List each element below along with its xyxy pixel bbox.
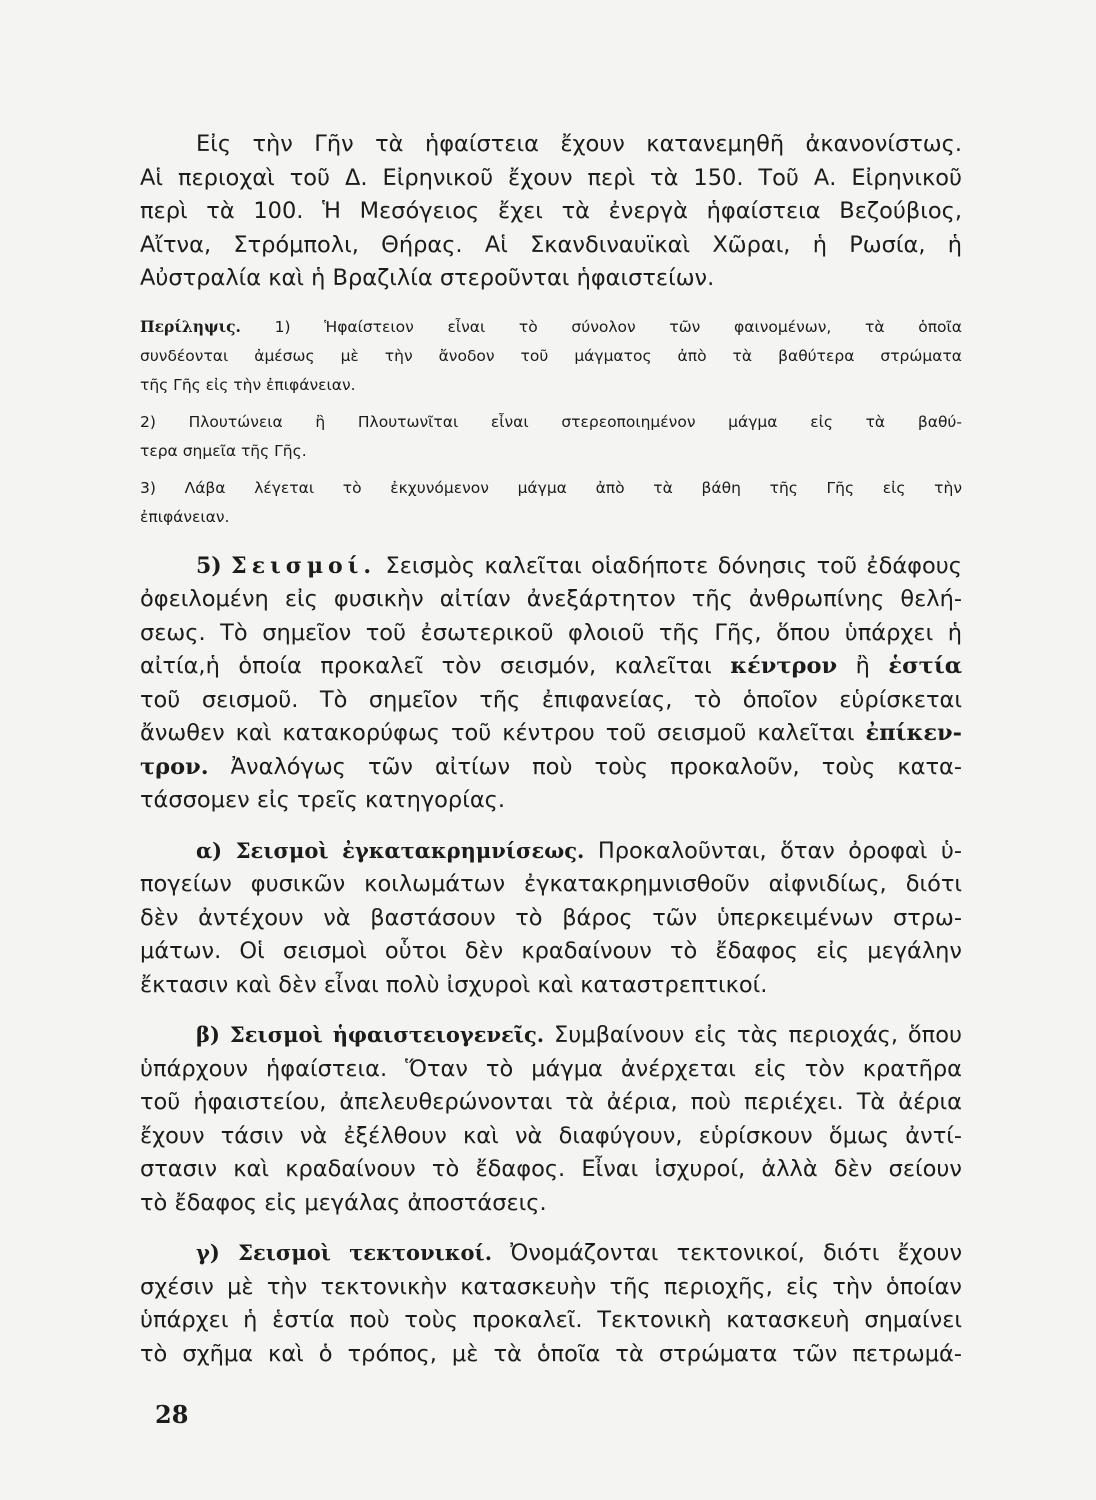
text-line: τοῦ ἡφαιστείου, ἀπελευθερώνονται τὰ ἀέρια, ποὺ περιέχει. Τὰ ἀέρια [140, 1089, 962, 1115]
text-line: σχέσιν μὲ τὴν τεκτονικὴν κατασκευὴν τῆς περιοχῆς, εἰς τὴν ὁποίαν [140, 1273, 962, 1300]
text-line: ἐπιφάνειαν. [140, 507, 230, 526]
paragraph-volcano-distribution [140, 128, 962, 296]
term-epikentron-end: τρον. [140, 753, 209, 780]
text-line: συνδέονται ἀμέσως μὲ τὴν ἄνοδον τοῦ μάγματος ἀπὸ τὰ βαθύτερα στρώματα [140, 346, 962, 365]
text-line: τοῦ σεισμοῦ. Τὸ σημεῖον τῆς ἐπιφανείας, τὸ ὁποῖον εὑρίσκεται [140, 686, 962, 713]
text-line: τὸ σχῆμα καὶ ὁ τρόπος, μὲ τὰ ὁποῖα τὰ στρώματα τῶν πετρωμά- [140, 1340, 962, 1367]
text-line: περὶ τὰ 100. Ἡ Μεσόγειος ἔχει τὰ ἐνεργὰ ἡφαίστεια Βεζούβιος, [140, 198, 962, 224]
text-line: ἔχουν τάσιν νὰ ἐξέλθουν καὶ νὰ διαφύγουν, εὑρίσκουν ὅμως ἀντί- [140, 1122, 962, 1149]
subsection-c-heading: γ) Σεισμοὶ τεκτονικοί. [196, 1240, 493, 1265]
text-line: τερα σημεῖα τῆς Γῆς. [140, 441, 307, 460]
subsection-a-heading: α) Σεισμοὶ ἐγκατακρημνίσεως. [196, 837, 585, 863]
term-epikentron: ἐπίκεν- [865, 720, 962, 746]
summary-item-3 [140, 474, 962, 532]
text-line: Ἀναλόγως τῶν αἰτίων ποὺ τοὺς προκαλοῦν, τοὺς κατα- [230, 753, 962, 780]
text-line: ἔκτασιν καὶ δὲν εἶναι πολὺ ἰσχυροὶ καὶ καταστρεπτικοί. [140, 971, 768, 998]
summary-item-2 [140, 408, 962, 466]
text-line: Αἴτνα, Στρόμπολι, Θήρας. Αἱ Σκανδιναυϊκαὶ Χῶραι, ἡ Ρωσία, ἡ [140, 231, 962, 258]
text-line: μάτων. Οἱ σεισμοὶ οὗτοι δὲν κραδαίνουν τὸ ἔδαφος εἰς μεγάλην [140, 938, 962, 964]
text-line: ὑπάρχουν ἡφαίστεια. Ὅταν τὸ μάγμα ἀνέρχεται εἰς τὸν κρατῆρα [140, 1055, 962, 1082]
text-line: 1) Ἡφαίστειον εἶναι τὸ σύνολον τῶν φαινομένων, τὰ ὁποῖα [274, 317, 962, 336]
section-earthquakes [140, 550, 962, 818]
page-body [140, 128, 962, 1371]
text-line: ὑπάρχει ἡ ἑστία ποὺ τοὺς προκαλεῖ. Τεκτονικὴ κατασκευὴ σημαίνει [140, 1307, 962, 1333]
text-line: τάσσομεν εἰς τρεῖς κατηγορίας. [140, 787, 506, 813]
text-line: Συμβαίνουν εἰς τὰς περιοχάς, ὅπου [554, 1022, 963, 1048]
section-number: 5) [196, 552, 222, 579]
text-line: Προκαλοῦνται, ὅταν ὀροφαὶ ὑ- [597, 837, 962, 864]
subsection-c [140, 1236, 962, 1371]
term-kentron: κέντρον [730, 653, 838, 679]
summary-label: Περίληψις. [140, 316, 241, 336]
text-line: αἰτία,ἡ ὁποία προκαλεῖ τὸν σεισμόν, καλεῖται [140, 653, 712, 679]
summary-item-1 [140, 312, 962, 400]
section-heading: Σεισμοί. [231, 552, 377, 579]
term-estia: ἑστία [888, 653, 963, 679]
text-line: Αὐστραλία καὶ ἡ Βραζιλία στεροῦνται ἡφαιστείων. [140, 265, 715, 291]
subsection-a [140, 834, 962, 1003]
text-line: τῆς Γῆς εἰς τὴν ἐπιφάνειαν. [140, 375, 356, 394]
subsection-b [140, 1018, 962, 1220]
text-line: τὸ ἔδαφος εἰς μεγάλας ἀποστάσεις. [140, 1189, 547, 1216]
text-line: στασιν καὶ κραδαίνουν τὸ ἔδαφος. Εἶναι ἰσχυροί, ἀλλὰ δὲν σείουν [140, 1156, 962, 1182]
subsection-b-heading: β) Σεισμοὶ ἡφαιστειογενεῖς. [196, 1022, 545, 1047]
text-line: Σεισμὸς καλεῖται οἱαδήποτε δόνησις τοῦ ἐδάφους [385, 552, 962, 579]
text-line: 3) Λάβα λέγεται τὸ ἐκχυνόμενον μάγμα ἀπὸ τὰ βάθη τῆς Γῆς εἰς τὴν [140, 478, 962, 497]
text-word: ἢ [855, 653, 870, 679]
text-line: Ὀνομάζονται τεκτονικοί, διότι ἔχουν [510, 1240, 963, 1266]
text-line: Αἱ περιοχαὶ τοῦ Δ. Εἰρηνικοῦ ἔχουν περὶ τὰ 150. Τοῦ Α. Εἰρηνικοῦ [140, 164, 962, 191]
text-line: ὀφειλομένη εἰς φυσικὴν αἰτίαν ἀνεξάρτητον τῆς ἀνθρωπίνης θελή- [140, 586, 962, 612]
text-line: Εἰς τὴν Γῆν τὰ ἡφαίστεια ἔχουν κατανεμηθῆ ἀκανονίστως. [196, 131, 962, 157]
text-line: σεως. Τὸ σημεῖον τοῦ ἐσωτερικοῦ φλοιοῦ τῆς Γῆς, ὅπου ὑπάρχει ἡ [140, 619, 962, 646]
page-number: 28 [155, 1400, 189, 1429]
summary-block [140, 312, 962, 532]
text-line: 2) Πλουτώνεια ἢ Πλουτωνῖται εἶναι στερεοποιημένον μάγμα εἰς τὰ βαθύ- [140, 412, 962, 431]
text-line: δὲν ἀντέχουν νὰ βαστάσουν τὸ βάρος τῶν ὑπερκειμένων στρω- [140, 904, 962, 931]
text-line: πογείων φυσικῶν κοιλωμάτων ἐγκατακρημνισθοῦν αἰφνιδίως, διότι [140, 871, 962, 897]
text-line: ἄνωθεν καὶ κατακορύφως τοῦ κέντρου τοῦ σεισμοῦ καλεῖται [140, 720, 855, 746]
